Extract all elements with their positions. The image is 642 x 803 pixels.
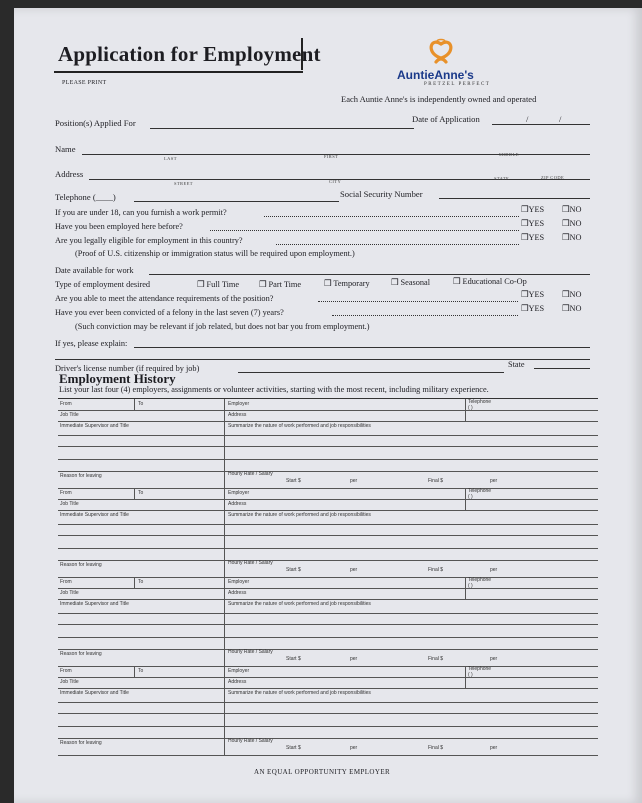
- address-cell[interactable]: Address: [228, 679, 247, 685]
- start-per-cell: per: [350, 478, 358, 484]
- checkbox-icon: ❒: [562, 219, 570, 228]
- col-rule: [465, 666, 466, 688]
- supervisor-cell[interactable]: Immediate Supervisor and Title: [60, 423, 129, 429]
- summary-cell[interactable]: Summarize the nature of work performed and job responsibilities: [228, 423, 371, 429]
- type-coop[interactable]: ❒ Educational Co-Op: [453, 277, 527, 286]
- final-per-cell: per: [490, 745, 498, 751]
- col-rule: [465, 399, 466, 421]
- telephone-cell[interactable]: Telephone: [468, 399, 492, 405]
- row-rule: [58, 471, 598, 472]
- name-first-caption: FIRST: [324, 154, 339, 159]
- row-rule: [58, 637, 598, 638]
- addr-state-caption: STATE: [494, 176, 510, 181]
- type-seasonal[interactable]: ❒ Seasonal: [391, 278, 431, 287]
- checkbox-icon: ❒: [521, 219, 529, 228]
- under18-question: If you are under 18, can you furnish a work permit?: [55, 208, 227, 217]
- felony-no[interactable]: [562, 303, 581, 313]
- row-rule: [58, 738, 598, 739]
- col-rule: [224, 488, 225, 577]
- type-temporary[interactable]: ❒ Temporary: [324, 279, 370, 288]
- final-per-cell: per: [490, 656, 498, 662]
- eligible-yes[interactable]: [521, 232, 544, 242]
- row-rule: [58, 588, 598, 589]
- license-label: Driver's license number (if required by job): [55, 364, 200, 373]
- start-pay-cell[interactable]: Start $: [286, 478, 301, 484]
- brand-name: AuntieAnne's: [397, 68, 474, 82]
- col-rule: [465, 577, 466, 599]
- addr-street-caption: STREET: [174, 181, 193, 186]
- row-rule: [58, 421, 598, 422]
- date-slash-2: /: [559, 114, 562, 124]
- application-form-page: [14, 8, 642, 803]
- pretzel-logo-icon: [426, 38, 456, 68]
- attendance-leader: [318, 301, 518, 302]
- yes-label: YES: [528, 304, 545, 313]
- to-cell[interactable]: To: [138, 668, 144, 674]
- supervisor-cell[interactable]: Immediate Supervisor and Title: [60, 690, 129, 696]
- no-label: NO: [569, 233, 582, 242]
- attendance-no[interactable]: [562, 289, 581, 299]
- addr-city-caption: CITY: [329, 179, 342, 184]
- ssn-label: Social Security Number: [340, 189, 423, 199]
- position-input[interactable]: [150, 128, 414, 129]
- checkbox-icon: ❒: [259, 280, 267, 289]
- no-label: NO: [569, 290, 582, 299]
- summary-cell[interactable]: Summarize the nature of work performed and job responsibilities: [228, 601, 371, 607]
- explain-input[interactable]: [134, 347, 590, 348]
- row-rule: [58, 499, 598, 500]
- yes-label: YES: [528, 290, 545, 299]
- telephone-cell[interactable]: Telephone: [468, 577, 492, 583]
- start-pay-cell[interactable]: Start $: [286, 745, 301, 751]
- from-cell[interactable]: From: [60, 401, 72, 407]
- col-rule: [134, 577, 135, 588]
- employer-cell[interactable]: Employer: [228, 490, 250, 496]
- employed-before-yes[interactable]: [521, 218, 544, 228]
- no-label: NO: [569, 219, 582, 228]
- felony-question: Have you ever been convicted of a felony in the last seven (7) years?: [55, 308, 284, 317]
- date-slash-1: /: [526, 114, 529, 124]
- employer-block: [58, 488, 598, 577]
- to-cell[interactable]: To: [138, 579, 144, 585]
- type-part-time[interactable]: ❒ Part Time: [259, 280, 302, 289]
- row-rule: [58, 459, 598, 460]
- checkbox-icon: ❒: [521, 205, 529, 214]
- job-title-cell[interactable]: Job Title: [60, 412, 79, 418]
- row-rule: [58, 435, 598, 436]
- date-available-label: Date available for work: [55, 266, 134, 275]
- attendance-yes[interactable]: [521, 289, 544, 299]
- summary-cell[interactable]: Summarize the nature of work performed and job responsibilities: [228, 690, 371, 696]
- eligible-leader: [276, 244, 519, 245]
- telephone-blank: ( ): [468, 494, 473, 500]
- date-of-application-label: Date of Application: [412, 114, 480, 124]
- name-last-caption: LAST: [164, 156, 177, 161]
- row-rule: [58, 713, 598, 714]
- telephone-cell[interactable]: Telephone: [468, 488, 492, 494]
- from-cell[interactable]: From: [60, 579, 72, 585]
- hourly-rate-cell[interactable]: Hourly Rate / Salary: [228, 649, 273, 655]
- reason-cell[interactable]: Reason for leaving: [60, 651, 102, 657]
- title-rule: [54, 71, 303, 73]
- employer-block: [58, 666, 598, 755]
- row-rule: [58, 524, 598, 525]
- checkbox-icon: ❒: [521, 290, 529, 299]
- hourly-rate-cell[interactable]: Hourly Rate / Salary: [228, 471, 273, 477]
- employed-before-no[interactable]: [562, 218, 581, 228]
- start-pay-cell[interactable]: Start $: [286, 567, 301, 573]
- checkbox-icon: ❒: [562, 304, 570, 313]
- employment-history-heading: Employment History: [59, 371, 176, 386]
- row-rule: [58, 755, 598, 756]
- address-cell[interactable]: Address: [228, 501, 247, 507]
- name-label: Name: [55, 144, 76, 154]
- hourly-rate-cell[interactable]: Hourly Rate / Salary: [228, 738, 273, 744]
- brand-tagline: PRETZEL PERFECT: [424, 82, 491, 87]
- checkbox-icon: ❒: [391, 278, 399, 287]
- checkbox-icon: ❒: [197, 280, 205, 289]
- explain-label: If yes, please explain:: [55, 339, 128, 348]
- summary-cell[interactable]: Summarize the nature of work performed and job responsibilities: [228, 512, 371, 518]
- checkbox-icon: ❒: [562, 205, 570, 214]
- employer-block: [58, 577, 598, 666]
- job-title-cell[interactable]: Job Title: [60, 501, 79, 507]
- license-input[interactable]: [238, 372, 504, 373]
- row-rule: [58, 535, 598, 536]
- form-title: Application for Employment: [58, 42, 321, 66]
- row-rule: [58, 548, 598, 549]
- checkbox-icon: ❒: [562, 233, 570, 242]
- col-rule: [134, 666, 135, 677]
- job-title-cell[interactable]: Job Title: [60, 590, 79, 596]
- row-rule: [58, 510, 598, 511]
- job-title-cell[interactable]: Job Title: [60, 679, 79, 685]
- date-of-application-input[interactable]: [492, 124, 590, 125]
- yes-label: YES: [528, 219, 545, 228]
- eligible-question: Are you legally eligible for employment in this country?: [55, 236, 243, 245]
- row-rule: [58, 688, 598, 689]
- no-label: NO: [569, 304, 582, 313]
- to-cell[interactable]: To: [138, 490, 144, 496]
- final-per-cell: per: [490, 478, 498, 484]
- checkbox-icon: ❒: [521, 304, 529, 313]
- eligible-no[interactable]: [562, 232, 581, 242]
- under18-yes[interactable]: [521, 204, 544, 214]
- state-input[interactable]: [534, 368, 590, 369]
- reason-cell[interactable]: Reason for leaving: [60, 473, 102, 479]
- under18-leader: [264, 216, 519, 217]
- row-rule: [58, 613, 598, 614]
- start-pay-cell[interactable]: Start $: [286, 656, 301, 662]
- to-cell[interactable]: To: [138, 401, 144, 407]
- under18-no[interactable]: [562, 204, 581, 214]
- no-label: NO: [569, 205, 582, 214]
- proof-note: (Proof of U.S. citizenship or immigration status will be required upon employment.): [75, 249, 355, 258]
- checkbox-icon: ❒: [562, 290, 570, 299]
- reason-cell[interactable]: Reason for leaving: [60, 562, 102, 568]
- final-per-cell: per: [490, 567, 498, 573]
- row-rule: [58, 599, 598, 600]
- employed-before-leader: [210, 230, 519, 231]
- telephone-blank: ( ): [468, 672, 473, 678]
- telephone-label: Telephone (____): [55, 192, 116, 202]
- telephone-blank: ( ): [468, 583, 473, 589]
- type-desired-label: Type of employment desired: [55, 280, 151, 289]
- row-rule: [58, 446, 598, 447]
- final-pay-cell[interactable]: Final $: [428, 656, 444, 662]
- employer-cell[interactable]: Employer: [228, 668, 250, 674]
- felony-note: (Such conviction may be relevant if job related, but does not bar you from employment.): [75, 322, 370, 331]
- employer-cell[interactable]: Employer: [228, 579, 250, 585]
- felony-leader: [332, 315, 518, 316]
- start-per-cell: per: [350, 656, 358, 662]
- address-cell[interactable]: Address: [228, 590, 247, 596]
- reason-cell[interactable]: Reason for leaving: [60, 740, 102, 746]
- final-pay-cell[interactable]: Final $: [428, 478, 444, 484]
- col-rule: [224, 399, 225, 488]
- yes-label: YES: [528, 233, 545, 242]
- employer-block: [58, 399, 598, 488]
- ssn-input[interactable]: [439, 198, 590, 199]
- checkbox-icon: ❒: [453, 277, 461, 286]
- from-cell[interactable]: From: [60, 668, 72, 674]
- date-available-input[interactable]: [149, 274, 590, 275]
- felony-yes[interactable]: [521, 303, 544, 313]
- addr-zip-caption: ZIP CODE: [541, 175, 565, 180]
- yes-label: YES: [528, 205, 545, 214]
- col-rule: [224, 666, 225, 755]
- address-cell[interactable]: Address: [228, 412, 247, 418]
- employment-history-table: [58, 398, 598, 755]
- telephone-cell[interactable]: Telephone: [468, 666, 492, 672]
- employed-before-question: Have you been employed here before?: [55, 222, 183, 231]
- row-rule: [58, 410, 598, 411]
- attendance-question: Are you able to meet the attendance requirements of the position?: [55, 294, 274, 303]
- final-pay-cell[interactable]: Final $: [428, 745, 444, 751]
- start-per-cell: per: [350, 567, 358, 573]
- checkbox-icon: ❒: [324, 279, 332, 288]
- ownership-note: Each Auntie Anne's is independently owned and operated: [341, 94, 537, 104]
- employment-history-instructions: List your last four (4) employers, assignments or volunteer activities, starting with the most recent, including military experience.: [59, 385, 489, 394]
- col-rule: [134, 399, 135, 410]
- type-full-time[interactable]: ❒ Full Time: [197, 280, 240, 289]
- checkbox-icon: ❒: [521, 233, 529, 242]
- final-pay-cell[interactable]: Final $: [428, 567, 444, 573]
- row-rule: [58, 624, 598, 625]
- name-middle-caption: MIDDLE: [499, 152, 519, 157]
- address-label: Address: [55, 169, 84, 179]
- position-label: Position(s) Applied For: [55, 118, 136, 128]
- hourly-rate-cell[interactable]: Hourly Rate / Salary: [228, 560, 273, 566]
- telephone-input[interactable]: [134, 201, 339, 202]
- row-rule: [58, 726, 598, 727]
- equal-opportunity-footer: AN EQUAL OPPORTUNITY EMPLOYER: [254, 768, 391, 776]
- supervisor-cell[interactable]: Immediate Supervisor and Title: [60, 601, 129, 607]
- col-rule: [224, 577, 225, 666]
- col-rule: [134, 488, 135, 499]
- row-rule: [58, 649, 598, 650]
- state-label: State: [508, 360, 525, 369]
- col-rule: [465, 488, 466, 510]
- telephone-blank: ( ): [468, 405, 473, 411]
- row-rule: [58, 677, 598, 678]
- from-cell[interactable]: From: [60, 490, 72, 496]
- supervisor-cell[interactable]: Immediate Supervisor and Title: [60, 512, 129, 518]
- employer-cell[interactable]: Employer: [228, 401, 250, 407]
- row-rule: [58, 560, 598, 561]
- row-rule: [58, 702, 598, 703]
- please-print-note: PLEASE PRINT: [62, 80, 107, 86]
- start-per-cell: per: [350, 745, 358, 751]
